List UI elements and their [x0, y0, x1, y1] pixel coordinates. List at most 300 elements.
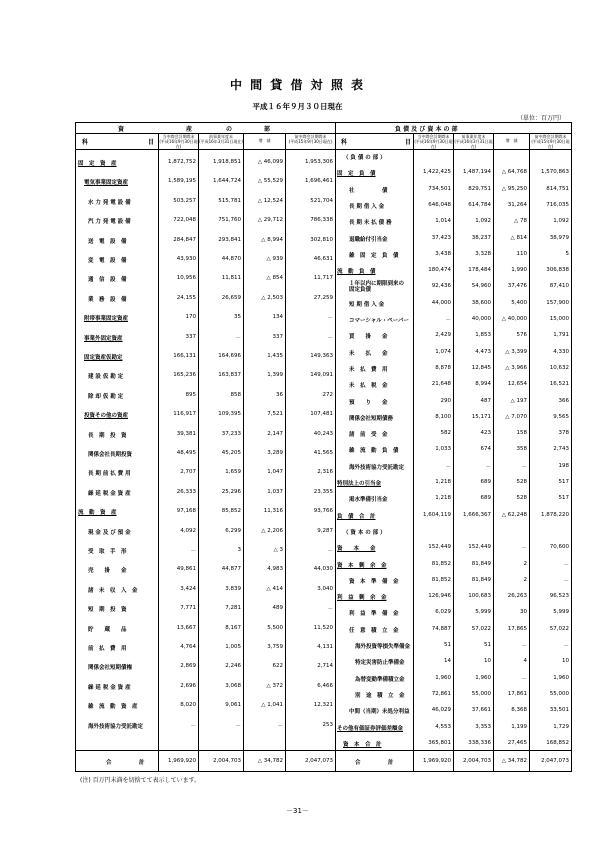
row-value: 24,155 [176, 294, 196, 301]
row-value: △ 939 [266, 256, 283, 262]
row-value: 6,299 [225, 527, 241, 534]
row-label: 負 債 合 計 [337, 513, 376, 520]
prior-col-label: 前事業年度末 [209, 134, 233, 139]
liabilities-total-row [335, 750, 571, 771]
row-label: 附帯事業固定資産 [84, 316, 129, 323]
prior-col-header [198, 133, 243, 149]
assets-header-char: 資 [118, 126, 125, 133]
assets-total-row [76, 750, 335, 771]
table-row [76, 254, 335, 266]
row-value: △ 62,248 [501, 511, 527, 518]
row-value: 1,487,194 [463, 169, 491, 176]
row-value: 3,068 [225, 682, 241, 689]
prior-col-header [453, 133, 493, 149]
row-label: 変 電 設 備 [88, 258, 127, 264]
row-value: － [190, 723, 196, 730]
row-label: 買 掛 金 [349, 334, 388, 341]
row-value: 85,852 [221, 508, 241, 515]
row-value: 1,570,863 [541, 169, 569, 176]
table-row [335, 265, 571, 277]
row-label: 資 本 合 計 [343, 741, 382, 748]
table-row [76, 312, 335, 324]
table-row [335, 249, 571, 261]
row-value: 1,047 [267, 469, 283, 476]
row-value: － [277, 723, 283, 730]
row-value: 54,960 [471, 283, 491, 290]
row-value: 110 [516, 250, 527, 257]
table-row [76, 526, 335, 538]
row-value: － [485, 464, 491, 471]
row-value: 48,495 [176, 450, 196, 456]
row-value: 44,877 [221, 566, 241, 573]
row-value: 116,917 [173, 411, 196, 418]
row-value: 3 [237, 547, 241, 553]
table-row [76, 273, 335, 285]
table-row [335, 200, 571, 212]
row-label: 利 益 準 備 金 [349, 611, 399, 618]
row-value: 178,484 [468, 267, 491, 274]
row-value: 163,837 [218, 372, 241, 379]
prior-half-col-header [529, 133, 571, 149]
row-value: 1,872,752 [168, 159, 196, 165]
row-value: 1,199 [511, 723, 527, 730]
row-value: 15,000 [549, 316, 569, 322]
row-value: 734,501 [428, 185, 451, 192]
row-label: 売 掛 金 [88, 568, 127, 575]
row-value: 338,336 [468, 739, 491, 746]
row-label: 未 払 費 用 [349, 366, 388, 373]
current-col-sub: (平成16年9月30日現在) [159, 139, 198, 149]
current-col-label: 当中間会計期間末 [162, 134, 195, 139]
table-row [335, 510, 571, 522]
row-value: △ 2,503 [261, 294, 283, 301]
row-value: 37,233 [221, 430, 241, 437]
row-value: 12,321 [313, 702, 333, 709]
row-value: 1,422,425 [423, 169, 451, 176]
row-value: 1,960 [435, 674, 451, 681]
row-value: 149,091 [310, 372, 333, 379]
table-row [335, 281, 571, 293]
table-row [335, 656, 571, 668]
row-value: 521,704 [310, 197, 333, 204]
table-row [76, 332, 335, 344]
row-label: コマーシャル・ペーパー [349, 318, 410, 324]
row-value: 1,960 [475, 674, 491, 681]
row-value: 72,861 [431, 690, 451, 697]
row-value: 46,631 [313, 256, 333, 262]
row-value: 8,100 [435, 413, 451, 420]
row-value: 716,035 [546, 201, 569, 208]
table-row [76, 487, 335, 499]
row-label: 雑 固 定 負 債 [349, 252, 399, 259]
row-label: 繰 延 税 金 資 産 [88, 490, 131, 497]
row-label: 海外技術協力受託勘定 [88, 723, 144, 730]
row-value: △ 40,000 [501, 316, 527, 322]
row-value: △ 2,206 [261, 527, 283, 534]
row-value: 26,333 [176, 488, 196, 495]
row-value: 36 [276, 391, 283, 398]
row-value: △ 12,524 [257, 197, 283, 204]
table-row [335, 379, 571, 391]
row-value: 74,887 [431, 625, 451, 632]
row-value: 4,764 [180, 644, 196, 650]
prior-half-col-sub: (平成15年9月30日現在) [288, 139, 333, 144]
row-value: △ 3,399 [505, 348, 527, 355]
unit-label: （単位：百万円） [516, 115, 565, 122]
row-value: 13,667 [176, 624, 196, 631]
row-value: △ 814 [510, 234, 527, 241]
assets-section [76, 123, 336, 771]
table-row [335, 461, 571, 473]
row-value: 41,565 [313, 450, 333, 456]
row-value: 1,218 [435, 495, 451, 502]
row-value: － [445, 464, 451, 471]
row-label: 諸 未 収 入 金 [88, 587, 138, 594]
row-value: 3,328 [475, 250, 491, 257]
row-value: △ 372 [266, 682, 283, 689]
table-row [335, 591, 571, 603]
row-value: 1,644,724 [213, 178, 241, 185]
row-value: 4,473 [475, 348, 491, 355]
prior-half-col-label: 前中間会計期間末 [534, 134, 567, 139]
row-value: △ 414 [266, 585, 283, 592]
table-row [335, 167, 571, 179]
table-row [335, 444, 571, 456]
row-value: 293,841 [218, 236, 241, 243]
prior-col-sub: (平成16年3月31日現在) [454, 139, 493, 149]
row-label: 特別法上の引当金 [337, 481, 382, 487]
table-row [335, 477, 571, 489]
row-label: 長 期 未 払 債 務 [349, 220, 392, 227]
table-row [76, 545, 335, 557]
row-value: 365,801 [428, 739, 451, 746]
row-value: － [521, 644, 527, 650]
row-value: △ 3 [273, 547, 283, 553]
row-value: 1,666,367 [463, 511, 491, 518]
row-value: 814,751 [546, 185, 569, 192]
row-value: 515,781 [218, 197, 241, 204]
row-value: 30 [520, 609, 527, 616]
row-value: 2 [523, 576, 527, 583]
row-value: 751,760 [218, 217, 241, 224]
diff-col-header [243, 133, 285, 149]
row-label: 送 電 設 備 [88, 238, 127, 245]
row-value: 4,330 [553, 348, 569, 355]
item-label-b: 目 [405, 139, 412, 146]
row-value: 1,953,306 [305, 159, 333, 165]
table-row [76, 506, 335, 518]
row-label: 資 本 金 [337, 546, 376, 553]
row-value: 1,399 [267, 372, 283, 379]
row-value: 1,435 [267, 353, 283, 359]
row-label: 資 本 準 備 金 [349, 578, 399, 585]
row-value: 5,400 [511, 299, 527, 306]
row-value: 38,979 [549, 234, 569, 241]
row-value: 2,147 [267, 430, 283, 437]
row-label: 未 払 税 金 [349, 383, 388, 390]
row-label: 任 意 積 立 金 [349, 627, 399, 634]
row-value: 38,600 [471, 299, 491, 306]
row-value: 33,501 [549, 707, 569, 714]
table-row [335, 640, 571, 652]
row-value: △ 3,966 [505, 364, 527, 371]
row-value: 16,521 [549, 381, 569, 388]
row-label: 雑 流 動 負 債 [349, 448, 399, 455]
row-value: 12,654 [507, 381, 527, 388]
prior-col-label: 前事業年度末 [461, 134, 486, 139]
row-value: 3,353 [475, 723, 491, 730]
table-row [335, 184, 571, 196]
row-value: 157,900 [546, 299, 569, 306]
table-row [335, 151, 571, 163]
row-value: 9,061 [225, 702, 241, 709]
table-row [76, 293, 335, 305]
row-value: － [563, 644, 569, 650]
row-label: 通 信 設 備 [88, 277, 127, 284]
assets-header-char: の [226, 126, 233, 133]
row-value: 92,436 [431, 283, 451, 290]
row-value: 290 [440, 397, 451, 404]
row-value: 97,168 [176, 508, 196, 515]
assets-header-char: 産 [186, 126, 193, 133]
row-value: 10 [562, 658, 569, 665]
row-value: － [190, 549, 196, 555]
row-value: 1,074 [435, 348, 451, 355]
table-row [76, 429, 335, 441]
row-label: 海外技術協力受託勘定 [349, 464, 405, 471]
row-value: 1,960 [553, 674, 569, 681]
row-value: 57,022 [549, 625, 569, 632]
row-value: 12,845 [471, 364, 491, 371]
row-value: 6,029 [435, 609, 451, 616]
row-label: 関係会社短期債権 [88, 665, 133, 672]
row-label: 建 設 仮 勘 定 [88, 374, 124, 381]
table-row [335, 314, 571, 326]
row-value: 81,852 [431, 560, 451, 567]
row-label: 除 却 仮 勘 定 [88, 393, 124, 400]
row-value: 158 [516, 430, 527, 437]
row-value: 27,465 [507, 739, 527, 746]
row-value: 1,092 [553, 218, 569, 225]
row-value: 689 [480, 479, 491, 485]
table-row [335, 559, 571, 571]
table-row [76, 157, 335, 169]
row-value: 622 [272, 663, 283, 670]
row-value: 6,466 [317, 682, 333, 689]
row-value: 17,861 [507, 690, 527, 697]
table-row [76, 215, 335, 227]
row-value: 8,020 [180, 702, 196, 709]
total-label: 合 計 [106, 760, 145, 766]
row-label: 水 力 発 電 設 備 [88, 199, 131, 206]
table-row [335, 624, 571, 636]
row-label: 特定災害防止準備金 [355, 660, 405, 667]
row-value: 166,131 [173, 353, 196, 359]
row-label: 業 務 設 備 [88, 296, 127, 303]
liabilities-header-label: 負 債 及 び 資 本 の 部 [395, 126, 458, 133]
row-label: 雑 流 動 資 産 [88, 704, 138, 711]
row-label: 汽 力 発 電 設 備 [88, 219, 131, 226]
row-label: 退職給付引当金 [349, 236, 388, 243]
row-label: 長 期 借 入 金 [349, 203, 385, 210]
table-row [335, 233, 571, 245]
row-value: 489 [272, 605, 283, 612]
liabilities-section [335, 123, 571, 771]
row-value: 37,476 [507, 283, 527, 290]
liabilities-column-header [335, 133, 571, 150]
row-value: 126,946 [428, 593, 451, 600]
row-value: 7,771 [180, 605, 196, 612]
row-value: 2,869 [180, 663, 196, 670]
row-label: 貯 蔵 品 [88, 626, 127, 633]
row-value: － [327, 335, 333, 342]
row-value: 180,474 [428, 267, 451, 274]
row-value: 152,449 [468, 544, 491, 551]
table-row [76, 564, 335, 576]
row-label: 資 本 剰 余 金 [337, 562, 387, 569]
row-value: 614,784 [468, 201, 491, 208]
row-value: 100,683 [468, 593, 491, 600]
document-date: 平成１６年９月３０日現在 [252, 102, 343, 111]
assets-column-header [76, 133, 335, 150]
diff-col-label: 増 減 [258, 138, 271, 143]
diff-col-label: 増 減 [505, 138, 518, 143]
row-value: 109,395 [218, 411, 241, 418]
row-value: 646,048 [428, 201, 451, 208]
assets-header-char: 部 [264, 126, 271, 133]
row-value: △ 29,712 [257, 217, 283, 224]
row-value: 55,000 [471, 690, 491, 697]
row-value: 7,521 [267, 411, 283, 418]
row-value: 134 [272, 314, 283, 321]
row-label: 事業外固定資産 [84, 335, 123, 342]
row-value: 689 [480, 495, 491, 502]
row-value: 44,030 [313, 566, 333, 573]
row-value: 2,246 [225, 663, 241, 670]
row-value: 2,707 [180, 469, 196, 476]
row-value: 38,237 [471, 234, 491, 241]
row-value: 87,410 [549, 283, 569, 290]
row-value: 8,994 [475, 381, 491, 388]
row-value: 366 [558, 397, 569, 404]
row-value: 11,520 [313, 624, 333, 631]
row-value: 253 [322, 721, 333, 728]
row-value: △ 854 [266, 275, 283, 282]
table-row [76, 681, 335, 693]
table-row [335, 673, 571, 685]
row-value: 1,033 [435, 446, 451, 453]
row-value: 21,648 [431, 381, 451, 388]
table-row [335, 689, 571, 701]
row-value: 3,040 [317, 585, 333, 592]
row-label: 固定資産仮勘定 [84, 355, 123, 361]
row-label: 関係会社長期投資 [88, 452, 133, 458]
row-value: 582 [440, 430, 451, 437]
row-value: 8,167 [225, 624, 241, 631]
row-label: 渇水準備引当金 [349, 497, 388, 504]
row-value: 170 [185, 314, 196, 321]
row-value: 2,316 [317, 469, 333, 476]
row-value: － [563, 578, 569, 585]
table-row [76, 700, 335, 712]
row-value: － [521, 464, 527, 471]
row-value: 1,014 [435, 218, 451, 225]
row-label: 中間（当期）未処分利益 [349, 709, 410, 716]
row-value: 306,838 [546, 267, 569, 274]
total-prior: 2,004,703 [463, 758, 491, 764]
row-value: △ 197 [510, 397, 527, 404]
row-value: 337 [185, 333, 196, 340]
row-value: 3,438 [435, 250, 451, 257]
row-value: 8,878 [435, 364, 451, 371]
row-value: 2,743 [553, 446, 569, 453]
row-value: 5,999 [475, 609, 491, 616]
row-value: 45,205 [221, 450, 241, 456]
row-value: 15,171 [471, 413, 491, 420]
row-value: 829,751 [468, 185, 491, 192]
table-row [76, 390, 335, 402]
row-label: 繰 延 税 金 資 産 [88, 684, 131, 691]
row-value: 10,632 [549, 364, 569, 371]
row-value: 14 [444, 658, 451, 665]
total-label: 合 計 [355, 760, 394, 766]
row-value: 528 [516, 495, 527, 502]
row-value: 1,696,461 [305, 178, 333, 185]
row-label: 短 期 借 入 金 [349, 301, 385, 308]
row-value: △ 8,994 [261, 236, 283, 243]
row-label: （ 負 債 の 部 ） [343, 155, 386, 161]
row-label: 固 定 負 債 [337, 171, 376, 178]
row-value: － [327, 316, 333, 323]
table-row [335, 412, 571, 424]
row-value: 149,363 [310, 353, 333, 359]
row-value: 39,381 [176, 430, 196, 437]
total-prior: 2,004,703 [213, 758, 241, 764]
table-row [76, 584, 335, 596]
diff-col-header [493, 133, 529, 149]
prior-half-col-sub: (平成15年9月30日現在) [531, 139, 570, 149]
row-label: 別 途 積 立 金 [355, 692, 405, 699]
document-title: 中 間 貸 借 対 照 表 [229, 78, 366, 92]
table-row [76, 642, 335, 654]
row-value: 378 [558, 430, 569, 437]
row-value: 164,696 [218, 353, 241, 359]
row-value: 487 [480, 397, 491, 404]
table-row [76, 603, 335, 615]
row-value: △ 1,041 [261, 702, 283, 709]
row-value: 2,429 [435, 332, 451, 339]
row-value: 17,865 [507, 625, 527, 632]
current-col-sub: (平成16年9月30日現在) [414, 139, 453, 149]
row-value: 70,600 [549, 544, 569, 551]
row-value: 11,811 [221, 275, 241, 282]
row-value: 674 [480, 446, 491, 453]
row-value: 37,423 [431, 234, 451, 241]
row-value: 722,048 [173, 217, 196, 224]
row-value: 895 [185, 391, 196, 398]
total-prior-half: 2,047,073 [541, 758, 569, 764]
row-label: 短 期 投 資 [88, 607, 127, 614]
row-value: 1,918,851 [213, 159, 241, 165]
row-value: 55,000 [549, 690, 569, 697]
row-value: － [445, 318, 451, 324]
row-value: 81,849 [471, 560, 491, 567]
table-row [76, 409, 335, 421]
current-col-header [413, 133, 453, 149]
row-label: その他有価証券評価差額金 [337, 725, 404, 732]
row-value: 51 [484, 642, 491, 648]
balance-sheet-table [75, 122, 572, 772]
